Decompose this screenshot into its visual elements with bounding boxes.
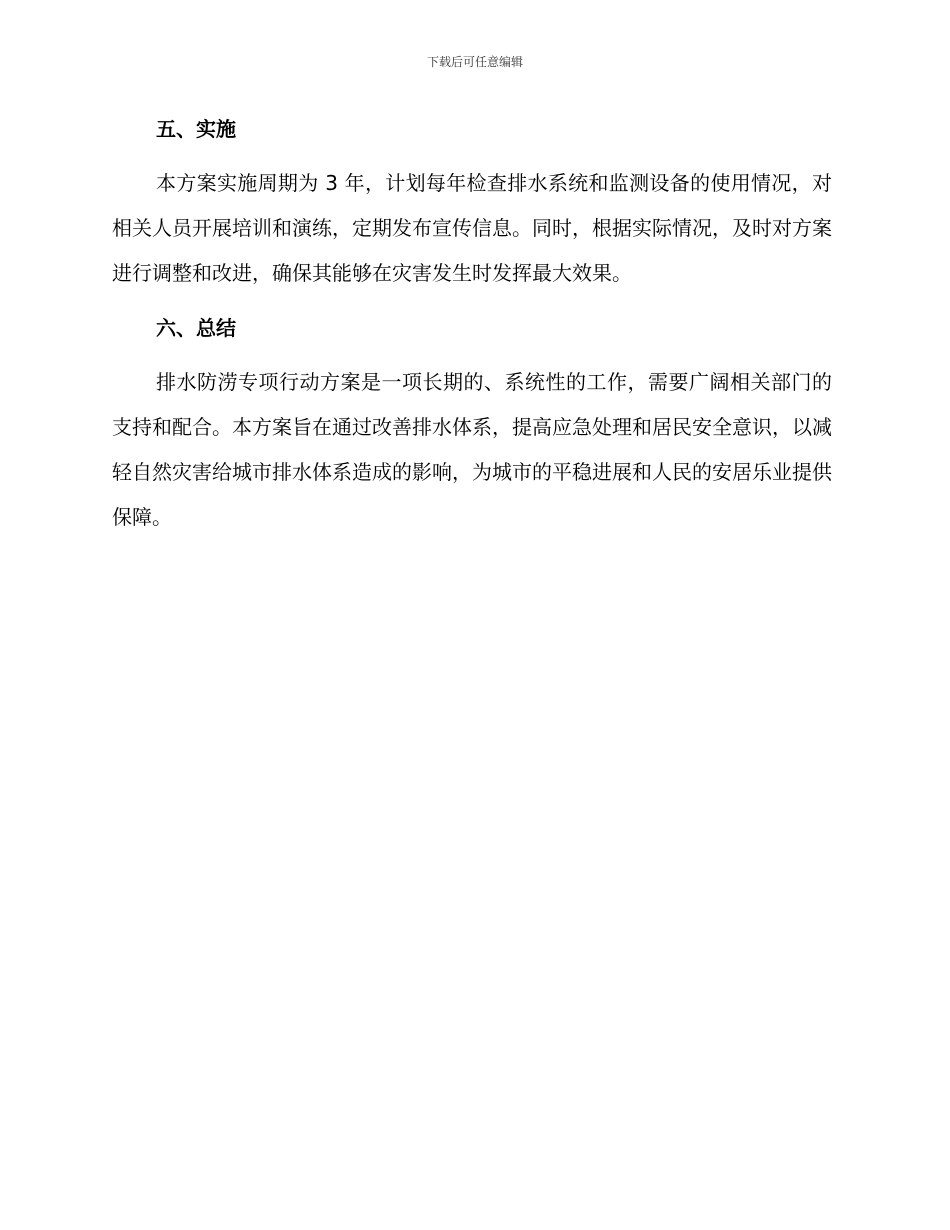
section-paragraph-summary: 排水防涝专项行动方案是一项长期的、系统性的工作，需要广阔相关部门的支持和配合。本方案旨在通过改善排水体系，提高应急处理和居民安全意识，以减轻自然灾害给城市排水体系造成的影响，为城市的平稳进展和人民的安居乐业提供保障。 [112, 370, 832, 529]
section-heading-implementation: 五、实施 [156, 117, 236, 141]
section-heading-summary: 六、总结 [156, 316, 236, 340]
section-paragraph-implementation: 本方案实施周期为 3 年，计划每年检查排水系统和监测设备的使用情况，对相关人员开展培训和演练，定期发布宣传信息。同时，根据实际情况，及时对方案进行调整和改进，确保其能够在灾害发生时发挥最大效果。 [112, 171, 832, 285]
page-header-note: 下载后可任意编辑 [426, 55, 523, 69]
document-body [112, 112, 832, 540]
